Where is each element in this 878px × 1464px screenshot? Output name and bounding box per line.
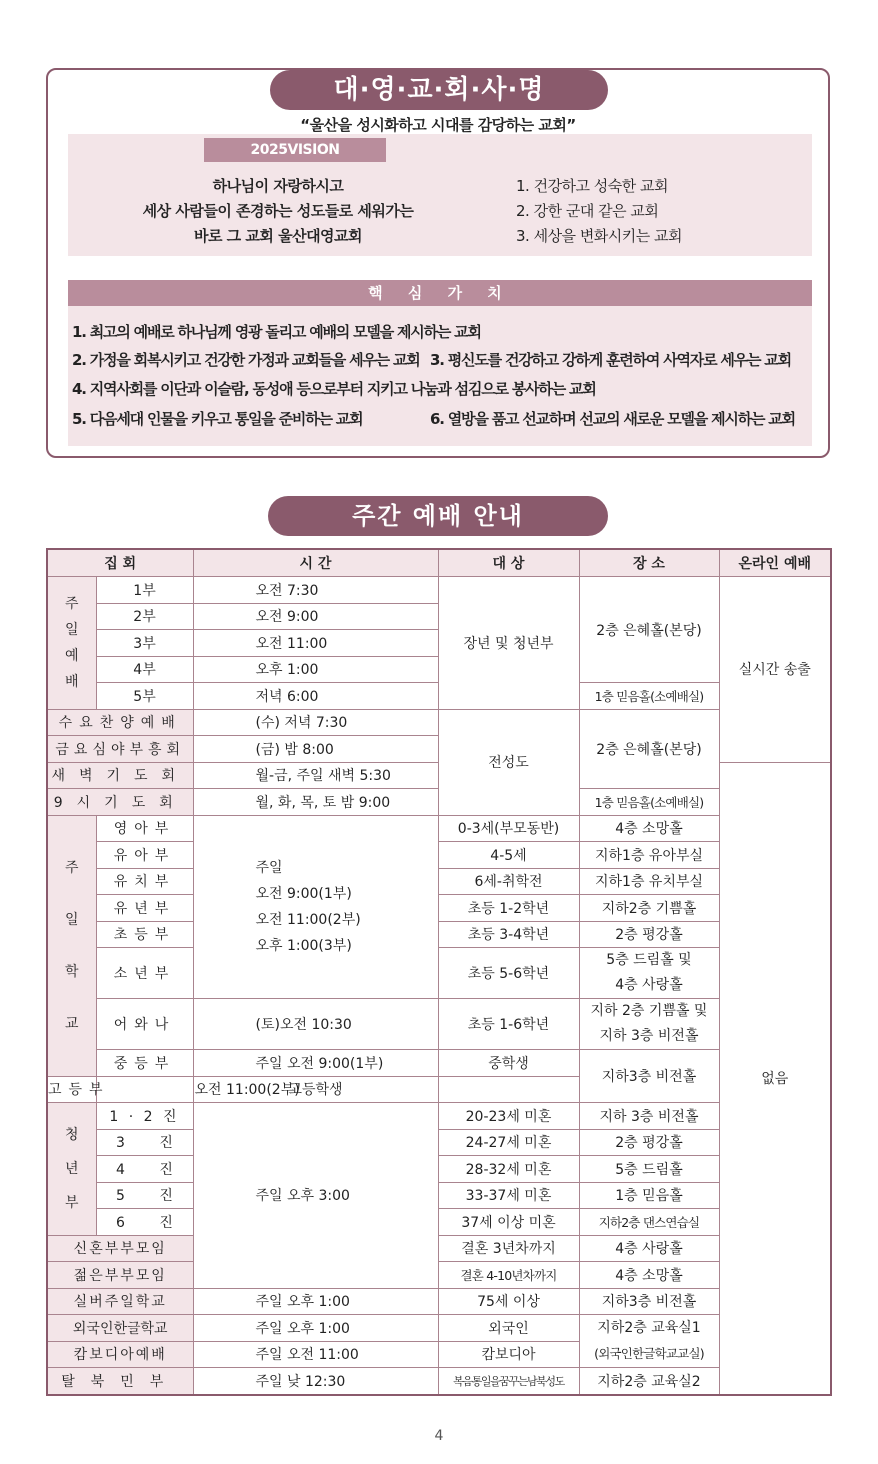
group-name: 4 진 [96, 1156, 193, 1183]
service-time: (수) 저녁 7:30 [193, 709, 438, 736]
label-char: 년 [64, 1160, 79, 1177]
table-row [47, 815, 831, 842]
group-place: 4층 사랑홀 [579, 1235, 719, 1262]
group-name: 6 진 [96, 1209, 193, 1236]
vision-goal: 2. 강한 군대 같은 교회 [516, 202, 659, 220]
core-value-item: 4. 지역사회를 이단과 이슬람, 동성애 등으로부터 지키고 나눔과 섬김으로 봉사하는 교회 [72, 380, 596, 398]
mission-quote: “울산을 성시화하고 시대를 감당하는 교회” [300, 116, 576, 134]
dept-place: 지하1층 유치부실 [579, 868, 719, 895]
core-values-panel [68, 280, 812, 446]
dept-time: 오전 11:00(2부) [96, 1076, 193, 1103]
dept-target: 초등 3-4학년 [438, 921, 579, 948]
vision-tag: 2025VISION [204, 138, 386, 162]
group-target: 28-32세 미혼 [438, 1156, 579, 1183]
group-name: 캄보디아예배 [47, 1341, 193, 1368]
group-time: 주일 낮 12:30 [193, 1368, 438, 1395]
service-name: 금요심야부흥회 [47, 736, 193, 763]
dept-target: 4-5세 [438, 842, 579, 869]
group-place: 지하2층 댄스연습실 [579, 1209, 719, 1236]
service-name: 수요찬양예배 [47, 709, 193, 736]
group-time: 주일 오후 1:00 [193, 1315, 438, 1342]
label-char: 예 [64, 647, 79, 664]
table-row [47, 1209, 831, 1236]
label-char: 주 [64, 595, 79, 612]
place-line: 지하2층 교육실1 [597, 1320, 701, 1336]
vision-goal: 1. 건강하고 성숙한 교회 [516, 177, 669, 195]
place-line: 지하 3층 비전홀 [599, 1028, 699, 1044]
time-line: 오전 11:00(2부) [255, 911, 361, 928]
service-name: 4부 [96, 656, 193, 683]
table-header-row [47, 549, 831, 577]
vision-panel [68, 134, 812, 256]
group-place: 2층 평강홀 [579, 1129, 719, 1156]
youth-label [47, 1103, 96, 1236]
dept-place: 지하1층 유아부실 [579, 842, 719, 869]
service-time: 월-금, 주일 새벽 5:30 [193, 762, 438, 789]
place-line: (외국인한글학교교실) [594, 1346, 704, 1361]
table-row [47, 842, 831, 869]
time-line: 오후 1:00(3부) [255, 937, 352, 954]
vision-goal: 3. 세상을 변화시키는 교회 [516, 227, 683, 245]
sunday-worship-label [47, 577, 96, 710]
school-time [193, 815, 438, 999]
service-name: 5부 [96, 683, 193, 710]
group-place [579, 1315, 719, 1368]
table-row [47, 1288, 831, 1315]
group-place: 지하 3층 비전홀 [579, 1103, 719, 1130]
dept-name: 유아부 [96, 842, 193, 869]
group-target: 20-23세 미혼 [438, 1103, 579, 1130]
group-name: 신혼부부모임 [47, 1235, 193, 1262]
group-time: 주일 오전 11:00 [193, 1341, 438, 1368]
dept-target: 초등 1-2학년 [438, 895, 579, 922]
dept-name: 초등부 [96, 921, 193, 948]
online-live: 실시간 송출 [719, 577, 831, 763]
table-row [47, 1315, 831, 1342]
dept-name: 영아부 [96, 815, 193, 842]
label-char: 교 [64, 1015, 79, 1032]
group-place: 4층 소망홀 [579, 1262, 719, 1289]
core-value-item: 5. 다음세대 인물을 키우고 통일을 준비하는 교회 [72, 410, 363, 428]
church-mission-box [46, 68, 830, 458]
group-target: 75세 이상 [438, 1288, 579, 1315]
dept-name: 유년부 [96, 895, 193, 922]
label-char: 주 [64, 859, 79, 876]
service-time: 오후 1:00 [193, 656, 438, 683]
online-none: 없음 [719, 762, 831, 1395]
service-time: 월, 화, 목, 토 밤 9:00 [193, 789, 438, 816]
weekday-target: 전성도 [438, 709, 579, 815]
vision-goals [516, 174, 682, 249]
core-value-item: 1. 최고의 예배로 하나님께 영광 돌리고 예배의 모델을 제시하는 교회 [72, 323, 481, 341]
table-row [47, 921, 831, 948]
youth-time: 주일 오후 3:00 [193, 1103, 438, 1289]
service-place: 2층 은혜홀(본당) [579, 709, 719, 789]
table-row [47, 1050, 831, 1077]
group-time: 주일 오후 1:00 [193, 1288, 438, 1315]
group-name: 실버주일학교 [47, 1288, 193, 1315]
service-place: 1층 믿음홀(소예배실) [579, 683, 719, 710]
header-time: 시 간 [193, 549, 438, 577]
service-name: 1부 [96, 577, 193, 604]
service-time: (금) 밤 8:00 [193, 736, 438, 763]
service-name: 새벽기도회 [47, 762, 193, 789]
group-place: 지하2층 교육실2 [579, 1368, 719, 1395]
service-time: 저녁 6:00 [193, 683, 438, 710]
service-name: 9시기도회 [47, 789, 193, 816]
dept-target: 중학생 [438, 1050, 579, 1077]
table-row [47, 1262, 831, 1289]
mission-title: 대·영·교·회·사·명 [270, 70, 608, 110]
service-time: 오전 9:00 [193, 603, 438, 630]
group-target: 33-37세 미혼 [438, 1182, 579, 1209]
worship-guide-title: 주간 예배 안내 [268, 496, 608, 536]
table-row [47, 709, 831, 736]
label-char: 배 [64, 673, 79, 690]
core-value-item: 6. 열방을 품고 선교하며 선교의 새로운 모델을 제시하는 교회 [430, 410, 795, 428]
dept-target: 고등학생 [193, 1076, 438, 1103]
place-line: 5층 드림홀 및 [606, 952, 692, 968]
header-place: 장 소 [579, 549, 719, 577]
label-char: 일 [64, 621, 79, 638]
dept-target: 초등 5-6학년 [438, 948, 579, 999]
table-row [47, 1129, 831, 1156]
time-line: 주일 [255, 859, 283, 876]
table-row [47, 868, 831, 895]
group-name: 3 진 [96, 1129, 193, 1156]
vision-line: 하나님이 자랑하시고 [212, 177, 344, 195]
dept-name: 소년부 [96, 948, 193, 999]
group-target: 캄보디아 [438, 1341, 579, 1368]
group-target: 37세 이상 미혼 [438, 1209, 579, 1236]
vision-line: 세상 사람들이 존경하는 성도들로 세워가는 [142, 202, 414, 220]
label-char: 일 [64, 911, 79, 928]
dept-place: 지하3층 비전홀 [579, 1050, 719, 1103]
service-name: 2부 [96, 603, 193, 630]
group-target: 결혼 4-10년차까지 [438, 1262, 579, 1289]
dept-place: 지하2층 기쁨홀 [579, 895, 719, 922]
group-name: 5 진 [96, 1182, 193, 1209]
group-target: 외국인 [438, 1315, 579, 1342]
group-place: 1층 믿음홀 [579, 1182, 719, 1209]
place-line: 4층 사랑홀 [615, 977, 683, 993]
service-time: 오전 11:00 [193, 630, 438, 657]
core-value-item: 3. 평신도를 건강하고 강하게 훈련하여 사역자로 세우는 교회 [430, 351, 791, 369]
table-row [47, 1235, 831, 1262]
header-online: 온라인 예배 [719, 549, 831, 577]
table-row [47, 1368, 831, 1395]
group-name: 젊은부부모임 [47, 1262, 193, 1289]
dept-name: 어와나 [96, 999, 193, 1050]
table-row [47, 895, 831, 922]
group-name: 외국인한글학교 [47, 1315, 193, 1342]
group-place: 5층 드림홀 [579, 1156, 719, 1183]
service-time: 오전 7:30 [193, 577, 438, 604]
group-target: 복음통일을꿈꾸는남북성도 [438, 1368, 579, 1395]
label-char: 학 [64, 963, 79, 980]
header-target: 대 상 [438, 549, 579, 577]
worship-schedule-table [46, 548, 832, 1396]
group-name: 탈북민부 [47, 1368, 193, 1395]
dept-name: 유치부 [96, 868, 193, 895]
sunday-target: 장년 및 청년부 [438, 577, 579, 710]
dept-time: 주일 오전 9:00(1부) [193, 1050, 438, 1077]
place-line: 지하 2층 기쁨홀 및 [590, 1003, 708, 1019]
core-values-header: 핵 심 가 치 [68, 280, 812, 306]
dept-target: 0-3세(부모동반) [438, 815, 579, 842]
dept-target: 초등 1-6학년 [438, 999, 579, 1050]
core-value-item: 2. 가정을 회복시키고 건강한 가정과 교회들을 세우는 교회 [72, 351, 420, 369]
vision-statement [128, 174, 428, 249]
label-char: 부 [64, 1194, 79, 1211]
time-line: 오전 9:00(1부) [255, 885, 352, 902]
table-row [47, 1156, 831, 1183]
dept-place: 4층 소망홀 [579, 815, 719, 842]
dept-place [579, 948, 719, 999]
service-place: 2층 은혜홀(본당) [579, 577, 719, 683]
dept-target: 6세-취학전 [438, 868, 579, 895]
dept-place [579, 999, 719, 1050]
group-target: 24-27세 미혼 [438, 1129, 579, 1156]
label-char: 청 [64, 1126, 79, 1143]
dept-name: 고등부 [47, 1076, 96, 1103]
group-place: 지하3층 비전홀 [579, 1288, 719, 1315]
sunday-school-label [47, 815, 96, 1076]
dept-place: 2층 평강홀 [579, 921, 719, 948]
dept-time: (토)오전 10:30 [193, 999, 438, 1050]
table-row [47, 577, 831, 604]
group-target: 결혼 3년차까지 [438, 1235, 579, 1262]
table-row [47, 1182, 831, 1209]
dept-name: 중등부 [96, 1050, 193, 1077]
group-name: 1 · 2 진 [96, 1103, 193, 1130]
vision-line: 바로 그 교회 울산대영교회 [193, 227, 363, 245]
table-row [47, 1103, 831, 1130]
service-place: 1층 믿음홀(소예배실) [579, 789, 719, 816]
header-meeting: 집 회 [47, 549, 193, 577]
page-number: 4 [434, 1428, 444, 1444]
service-name: 3부 [96, 630, 193, 657]
